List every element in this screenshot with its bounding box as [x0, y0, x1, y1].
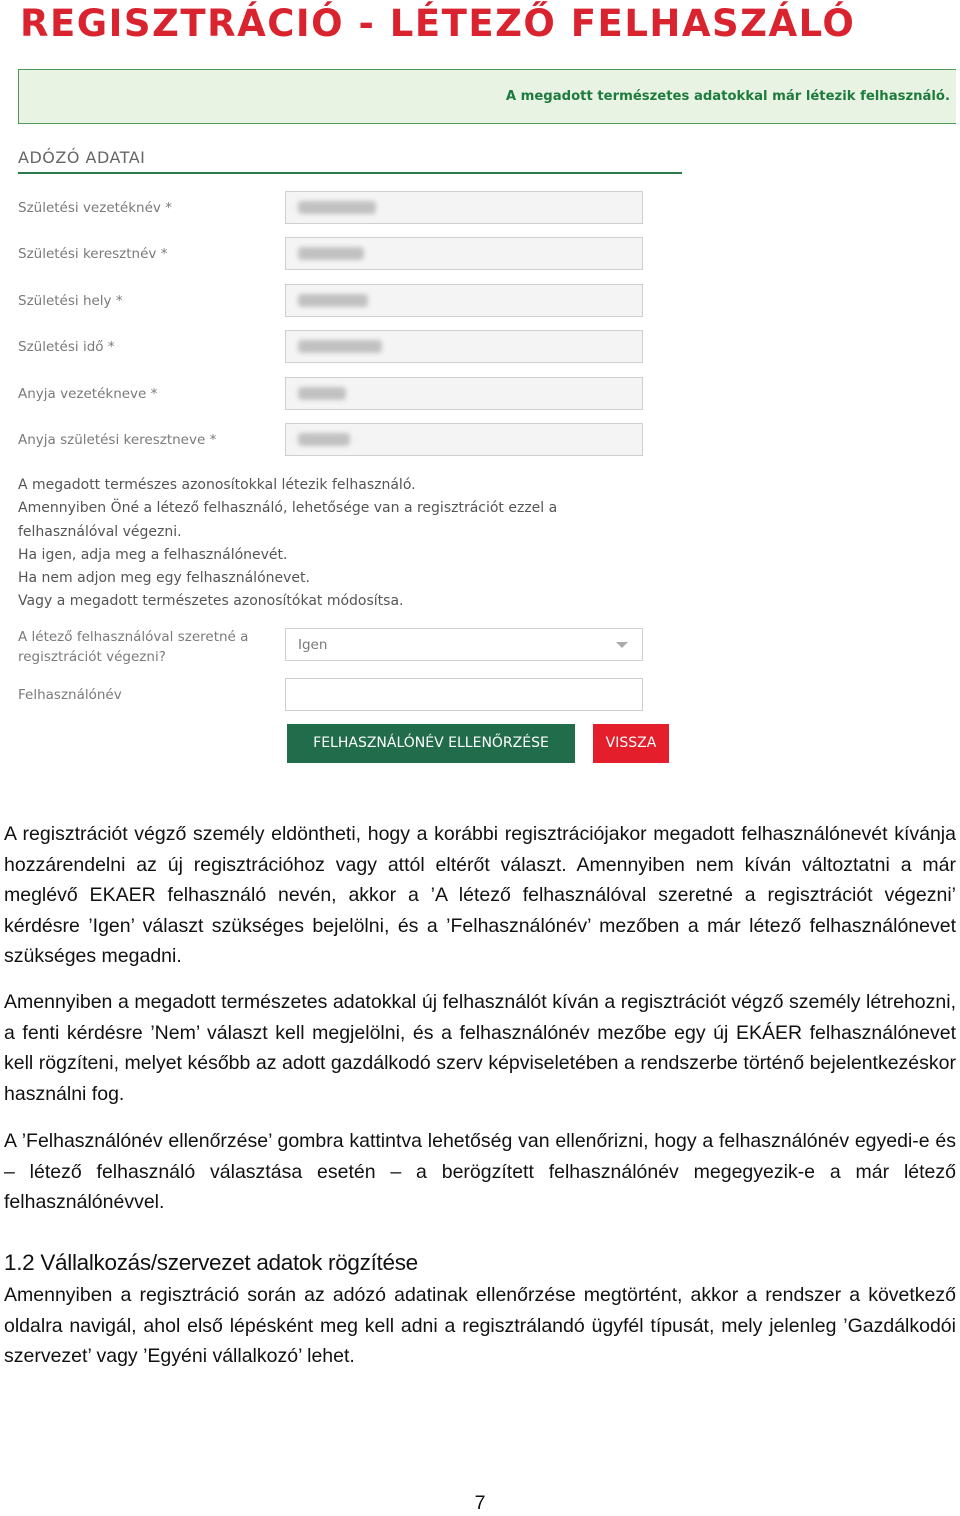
birth-firstname-field[interactable]: [285, 237, 643, 270]
info-line: felhasználóval végezni.: [18, 523, 182, 540]
back-button[interactable]: VISSZA: [593, 724, 669, 763]
select-value: Igen: [298, 637, 328, 653]
notice-text: A megadott természetes adatokkal már létezik felhasználó.: [505, 89, 950, 104]
info-line: A megadott természes azonosítokkal létezik felhasználó.: [18, 477, 416, 493]
mother-surname-label: Anyja vezetékneve *: [18, 386, 158, 402]
info-line: Ha nem adjon meg egy felhasználónevet.: [18, 570, 310, 587]
username-label: Felhasználónév: [18, 687, 122, 703]
section-title: ADÓZÓ ADATAI: [18, 148, 682, 174]
birth-surname-field[interactable]: [285, 191, 643, 224]
info-line: Amennyiben Öné a létező felhasználó, lehetősége van a regisztrációt ezzel a: [18, 500, 558, 517]
paragraph-4: Amennyiben a regisztráció során az adózó adatinak ellenőrzése megtörtént, akkor a rendszer a következő oldalra navigál, ahol első lépésként meg kell adni a regisztrálandó ügyfél típusát, mely jelenleg ’Gazdálkodói szervezet’ vagy ’Egyéni vállalkozó’ lehet.: [4, 1284, 956, 1367]
existing-user-select[interactable]: [285, 628, 643, 661]
birth-date-field[interactable]: [285, 330, 643, 363]
birth-surname-label: Születési vezetéknév *: [18, 200, 172, 216]
paragraph-3: A ’Felhasználónév ellenőrzése’ gombra kattintva lehetőség van ellenőrizni, hogy a felhasználónév egyedi-e és – létező felhasználó választása esetén – a berögzített felhasználónév megegyezik-e a már létező felhasználónévvel.: [4, 1130, 956, 1213]
page-number: 7: [474, 1492, 486, 1514]
birth-place-label: Születési hely *: [18, 293, 123, 309]
chevron-down-icon: [616, 642, 628, 648]
birth-place-field[interactable]: [285, 284, 643, 317]
section-heading: 1.2 Vállalkozás/szervezet adatok rögzítése: [4, 1250, 418, 1275]
registration-title: REGISZTRÁCIÓ - LÉTEZŐ FELHASZÁLÓ: [20, 2, 856, 45]
existing-user-question-label: [18, 627, 248, 667]
username-input[interactable]: [285, 678, 643, 711]
paragraph-2: Amennyiben a megadott természetes adatokkal új felhasználót kíván a regisztrációt végző személy létrehozni, a fenti kérdésre ’Nem’ választ kell megjelölni, és a felhasználónév mezőbe egy új EKÁER felhasználónevet kell rögzíteni, melyet később az adott gazdálkodó szerv képviseletében a rendszerbe történő bejelentkezéskor használni fog.: [4, 991, 956, 1105]
mother-firstname-label: Anyja születési keresztneve *: [18, 432, 217, 448]
question-line: A létező felhasználóval szeretné a: [18, 629, 249, 645]
question-line: regisztrációt végezni?: [18, 649, 166, 665]
existing-user-notice: [18, 69, 956, 124]
existing-user-info: [18, 474, 638, 614]
check-username-button[interactable]: FELHASZNÁLÓNÉV ELLENŐRZÉSE: [287, 724, 575, 763]
birth-date-label: Születési idő *: [18, 339, 115, 355]
mother-surname-field[interactable]: [285, 377, 643, 410]
info-line: Ha igen, adja meg a felhasználónevét.: [18, 546, 288, 563]
info-line: Vagy a megadott természetes azonosítókat módosítsa.: [18, 593, 404, 610]
paragraph-1: A regisztrációt végző személy eldöntheti, hogy a korábbi regisztrációjakor megadott felhasználónevét kívánja hozzárendelni az új regisztrációhoz vagy attól eltérőt választ. Amennyiben nem kíván változtatni a már meglévő EKAER felhasználó nevén, akkor a ’A létező felhasználóval szeretné a regisztrációt végezni’ kérdésre ’Igen’ választ szükséges bejelölni, és a ’Felhasználónév’ mezőben a már létező felhasználónevet szükséges megadni.: [4, 823, 956, 967]
mother-firstname-field[interactable]: [285, 423, 643, 456]
birth-firstname-label: Születési keresztnév *: [18, 246, 168, 262]
